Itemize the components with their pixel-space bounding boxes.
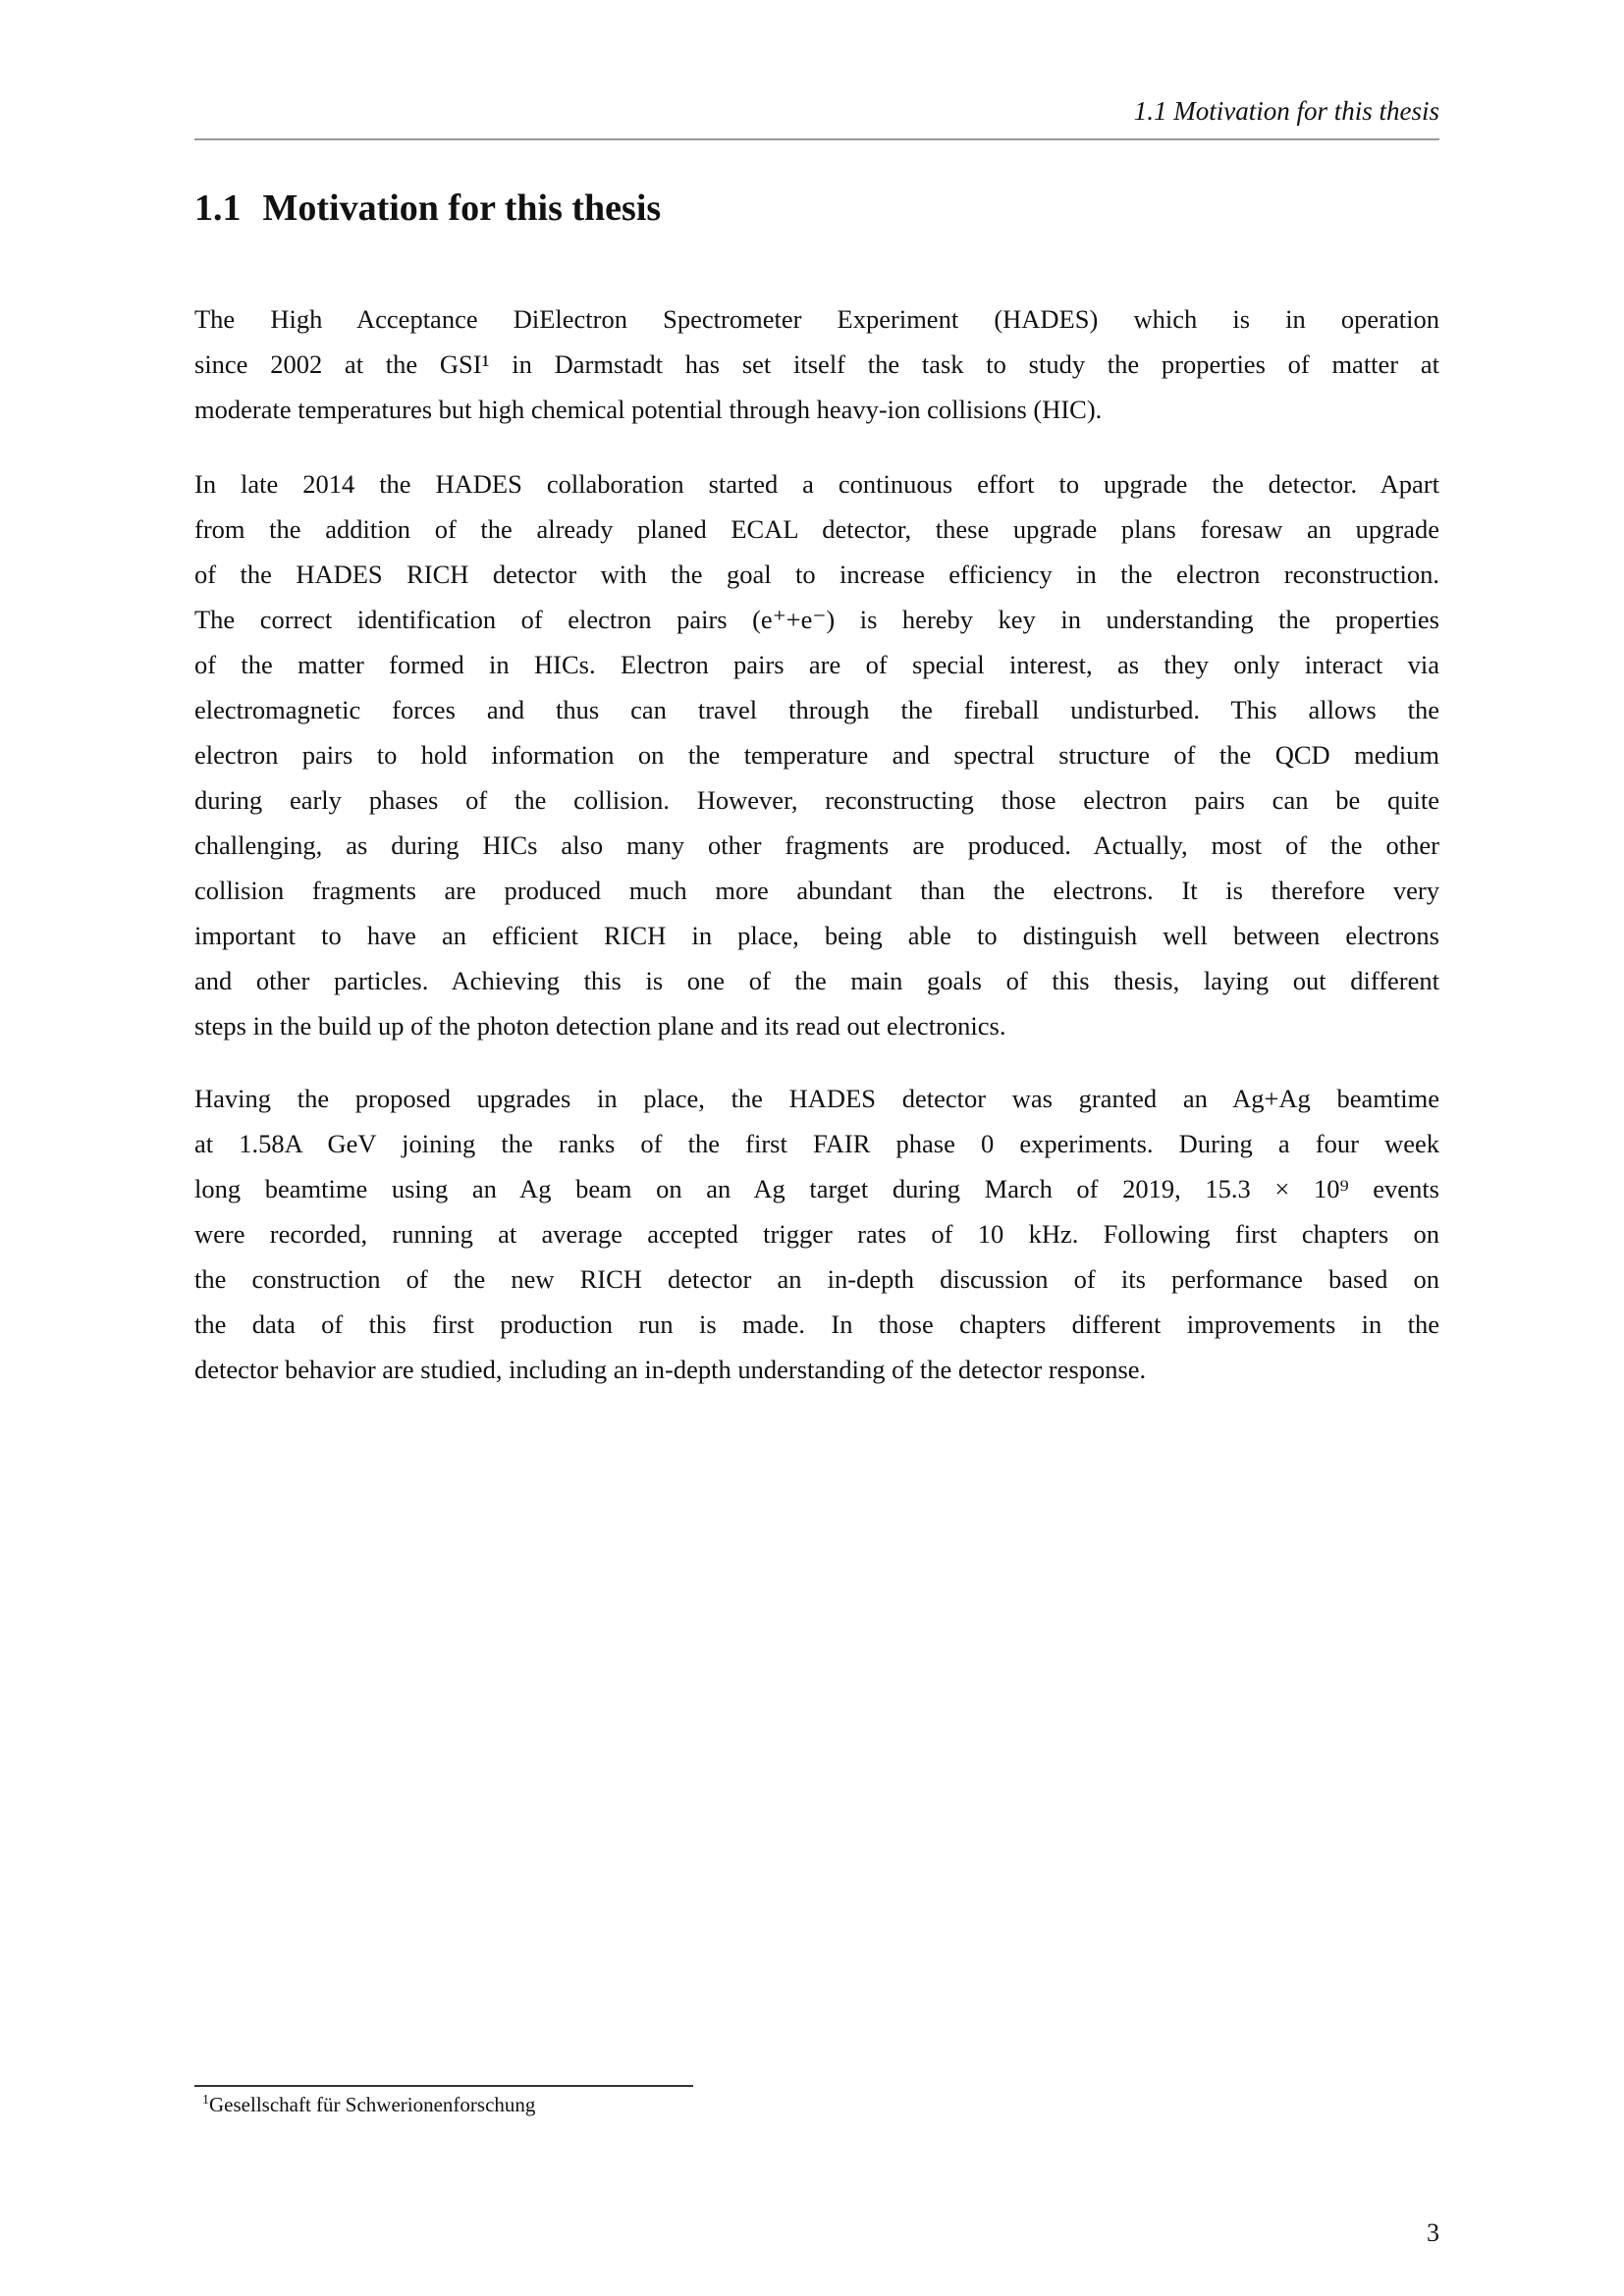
text-line: important to have an efficient RICH in place, being able to distinguish well between electrons: [194, 921, 1439, 950]
section-title-text: Motivation for this thesis: [262, 187, 662, 229]
text-line: moderate temperatures but high chemical potential through heavy-ion collisions (HIC).: [194, 395, 1103, 424]
text-line: and other particles. Achieving this is one of the main goals of this thesis, laying out different: [194, 966, 1439, 995]
footnote-rule: [194, 2085, 693, 2087]
text-line: electron pairs to hold information on the temperature and spectral structure of the QCD medium: [194, 740, 1439, 770]
text-line: In late 2014 the HADES collaboration started a continuous effort to upgrade the detector. Apart: [194, 469, 1439, 499]
section-number: 1.1: [194, 187, 242, 229]
text-line: challenging, as during HICs also many other fragments are produced. Actually, most of the other: [194, 830, 1439, 860]
text-line: Having the proposed upgrades in place, the HADES detector was granted an Ag+Ag beamtime: [194, 1084, 1439, 1113]
text-line: the data of this first production run is made. In those chapters different improvements in the: [194, 1309, 1439, 1339]
footnote-text: Gesellschaft für Schwerionenforschung: [209, 2093, 536, 2116]
text-line: the construction of the new RICH detector an in-depth discussion of its performance based on: [194, 1264, 1439, 1294]
text-line: during early phases of the collision. However, reconstructing those electron pairs can be quite: [194, 785, 1439, 815]
footnote-mark: 1: [202, 2093, 209, 2108]
text-line: of the HADES RICH detector with the goal to increase efficiency in the electron reconstruction.: [194, 560, 1439, 589]
text-line: collision fragments are produced much more abundant than the electrons. It is therefore very: [194, 876, 1439, 905]
paragraph-2: [194, 461, 1439, 1048]
section-heading: [194, 187, 661, 230]
header-rule: [194, 138, 1439, 140]
text-line: of the matter formed in HICs. Electron pairs are of special interest, as they only interact via: [194, 650, 1439, 679]
text-line: steps in the build up of the photon detection plane and its read out electronics.: [194, 1011, 1006, 1041]
paragraph-1: [194, 296, 1439, 432]
text-line: from the addition of the already planed ECAL detector, these upgrade plans foresaw an upgrade: [194, 514, 1439, 544]
page-number: 3: [1427, 2218, 1439, 2247]
paragraph-3: [194, 1076, 1439, 1392]
text-line: electromagnetic forces and thus can travel through the fireball undisturbed. This allows the: [194, 695, 1439, 724]
text-line: detector behavior are studied, including an in-depth understanding of the detector response.: [194, 1355, 1147, 1384]
footnote: [202, 2093, 535, 2117]
text-line: long beamtime using an Ag beam on an Ag target during March of 2019, 15.3 × 10⁹ events: [194, 1174, 1439, 1203]
running-header: 1.1 Motivation for this thesis: [1133, 96, 1439, 126]
text-line: The correct identification of electron pairs (e⁺+e⁻) is hereby key in understanding the properties: [194, 605, 1439, 634]
text-line: since 2002 at the GSI¹ in Darmstadt has set itself the task to study the properties of matter at: [194, 349, 1439, 379]
text-line: at 1.58A GeV joining the ranks of the first FAIR phase 0 experiments. During a four week: [194, 1129, 1439, 1158]
text-line: The High Acceptance DiElectron Spectrometer Experiment (HADES) which is in operation: [194, 304, 1439, 334]
text-line: were recorded, running at average accepted trigger rates of 10 kHz. Following first chapters on: [194, 1219, 1439, 1249]
